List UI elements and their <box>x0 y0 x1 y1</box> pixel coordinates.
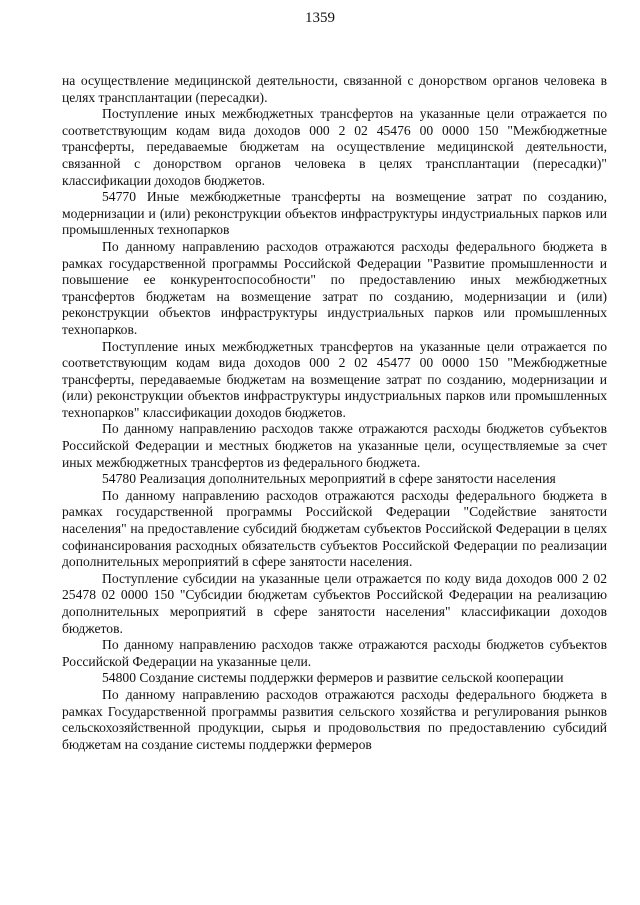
paragraph: на осуществление медицинской деятельности, связанной с донорством органов человека в целях трансплантации (пересадки). <box>62 73 607 105</box>
paragraph: Поступление субсидии на указанные цели отражается по коду вида доходов 000 2 02 25478 02 0000 150 "Субсидии бюджетам субъектов Российской Федерации на реализацию дополнительных мероприятий в сфере занятости населения" классификации доходов бюджетов. <box>62 570 607 636</box>
section-heading-54780: 54780 Реализация дополнительных мероприятий в сфере занятости населения <box>102 471 556 487</box>
paragraph: По данному направлению расходов отражаются расходы федерального бюджета в рамках государственной программы Российской Федерации "Развитие промышленности и повышение ее конкурентоспособности" по предоставлению иных межбюджетных трансфертов бюджетам на возмещение затрат по созданию, модернизации и (или) реконструкции объектов инфраструктуры индустриальных парков или промышленных технопарков. <box>62 238 607 337</box>
paragraph: По данному направлению расходов отражаются расходы федерального бюджета в рамках Государственной программы развития сельского хозяйства и регулирования рынков сельскохозяйственной продукции, сырья и продовольствия по предоставлению субсидий бюджетам на создание системы поддержки фермеров <box>62 686 607 752</box>
paragraph: По данному направлению расходов также отражаются расходы бюджетов субъектов Российской Федерации и местных бюджетов на указанные цели, осуществляемые за счет иных межбюджетных трансфертов из федерального бюджета. <box>62 421 607 470</box>
paragraph: Поступление иных межбюджетных трансфертов на указанные цели отражается по соответствующим кодам вида доходов 000 2 02 45476 00 0000 150 "Межбюджетные трансферты, передаваемые бюджетам на осуществление медицинской деятельности, связанной с донорством органов человека в целях трансплантации (пересадки)" классификации доходов бюджетов. <box>62 106 607 188</box>
document-body <box>62 73 607 753</box>
paragraph: По данному направлению расходов также отражаются расходы бюджетов субъектов Российской Федерации на указанные цели. <box>62 637 607 669</box>
paragraph: По данному направлению расходов отражаются расходы федерального бюджета в рамках государственной программы Российской Федерации "Содействие занятости населения" на предоставление субсидий бюджетам субъектов Российской Федерации в целях софинансирования расходных обязательств субъектов Российской Федерации по реализации дополнительных мероприятий в сфере занятости населения. <box>62 487 607 570</box>
section-heading-54770: 54770 Иные межбюджетные трансферты на возмещение затрат по созданию, модернизации и (или) реконструкции объектов инфраструктуры индустриальных парков или промышленных технопарков <box>62 189 607 238</box>
section-heading-54800: 54800 Создание системы поддержки фермеров и развитие сельской кооперации <box>102 670 564 686</box>
page-number: 1359 <box>305 10 335 26</box>
paragraph: Поступление иных межбюджетных трансфертов на указанные цели отражается по соответствующим кодам вида доходов 000 2 02 45477 00 0000 150 "Межбюджетные трансферты, передаваемые бюджетам на возмещение затрат по созданию, модернизации и (или) реконструкции объектов инфраструктуры индустриальных парков или промышленных технопарков" классификации доходов бюджетов. <box>62 338 607 420</box>
